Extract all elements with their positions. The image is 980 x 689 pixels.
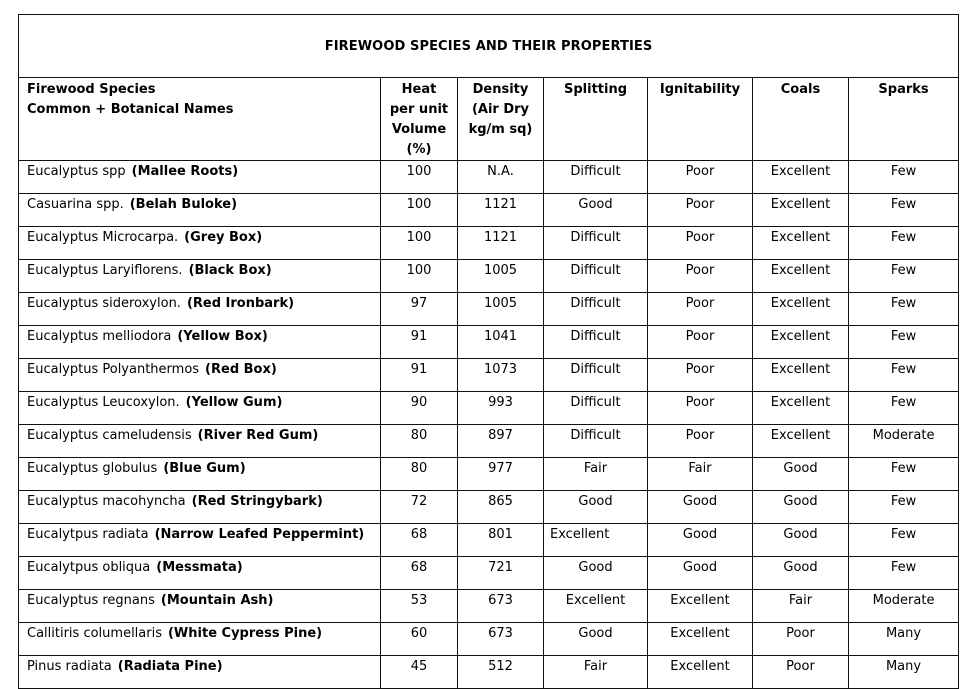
common-name: (Messmata) xyxy=(156,560,243,575)
coals-cell: Poor xyxy=(753,623,849,656)
header-heat xyxy=(381,78,458,161)
density-cell: 673 xyxy=(458,590,544,623)
splitting-cell: Good xyxy=(544,623,648,656)
header-density-line3: kg/m sq) xyxy=(468,122,533,137)
splitting-cell: Difficult xyxy=(544,425,648,458)
ignitability-cell: Poor xyxy=(648,260,753,293)
sparks-cell: Few xyxy=(849,491,959,524)
sparks-cell: Many xyxy=(849,656,959,689)
header-sparks: Sparks xyxy=(849,78,959,161)
splitting-cell: Difficult xyxy=(544,161,648,194)
table-row xyxy=(19,425,959,458)
botanical-name: Eucalyptus spp xyxy=(27,164,126,179)
heat-cell: 100 xyxy=(381,161,458,194)
splitting-cell: Good xyxy=(544,491,648,524)
common-name: (Red Box) xyxy=(205,362,277,377)
sparks-cell: Few xyxy=(849,194,959,227)
common-name: (Black Box) xyxy=(188,263,272,278)
common-name: (Yellow Gum) xyxy=(185,395,283,410)
common-name: (Narrow Leafed Peppermint) xyxy=(154,527,365,542)
ignitability-cell: Poor xyxy=(648,161,753,194)
species-cell xyxy=(19,326,381,359)
sparks-cell: Few xyxy=(849,326,959,359)
coals-cell: Excellent xyxy=(753,326,849,359)
table-row xyxy=(19,293,959,326)
common-name: (Grey Box) xyxy=(184,230,263,245)
density-cell: 1005 xyxy=(458,293,544,326)
botanical-name: Eucalytpus obliqua xyxy=(27,560,151,575)
density-cell: 993 xyxy=(458,392,544,425)
header-density-line2: (Air Dry xyxy=(471,102,530,117)
sparks-cell: Few xyxy=(849,392,959,425)
common-name: (Mountain Ash) xyxy=(160,593,274,608)
table-title: FIREWOOD SPECIES AND THEIR PROPERTIES xyxy=(19,15,959,78)
botanical-name: Eucalyptus cameludensis xyxy=(27,428,192,443)
botanical-name: Eucalyptus regnans xyxy=(27,593,155,608)
sparks-cell: Many xyxy=(849,623,959,656)
heat-cell: 97 xyxy=(381,293,458,326)
header-species-line1: Firewood Species xyxy=(27,82,156,97)
botanical-name: Eucalyptus Laryiflorens. xyxy=(27,263,183,278)
density-cell: 673 xyxy=(458,623,544,656)
ignitability-cell: Good xyxy=(648,491,753,524)
heat-cell: 100 xyxy=(381,194,458,227)
ignitability-cell: Poor xyxy=(648,194,753,227)
density-cell: 1005 xyxy=(458,260,544,293)
coals-cell: Fair xyxy=(753,590,849,623)
splitting-cell: Excellent xyxy=(544,524,648,557)
header-density xyxy=(458,78,544,161)
sparks-cell: Few xyxy=(849,458,959,491)
common-name: (Belah Buloke) xyxy=(129,197,238,212)
heat-cell: 45 xyxy=(381,656,458,689)
botanical-name: Casuarina spp. xyxy=(27,197,124,212)
header-species xyxy=(19,78,381,161)
botanical-name: Eucalyptus globulus xyxy=(27,461,158,476)
ignitability-cell: Excellent xyxy=(648,656,753,689)
sparks-cell: Moderate xyxy=(849,590,959,623)
table-row xyxy=(19,458,959,491)
heat-cell: 60 xyxy=(381,623,458,656)
species-cell xyxy=(19,590,381,623)
sparks-cell: Few xyxy=(849,161,959,194)
coals-cell: Excellent xyxy=(753,161,849,194)
ignitability-cell: Good xyxy=(648,557,753,590)
header-heat-line1: Heat xyxy=(401,82,437,97)
coals-cell: Good xyxy=(753,557,849,590)
density-cell: 801 xyxy=(458,524,544,557)
botanical-name: Eucalyptus Microcarpa. xyxy=(27,230,179,245)
header-row xyxy=(19,78,959,161)
table-row xyxy=(19,590,959,623)
firewood-properties-table xyxy=(18,14,959,689)
heat-cell: 100 xyxy=(381,227,458,260)
density-cell: 865 xyxy=(458,491,544,524)
ignitability-cell: Fair xyxy=(648,458,753,491)
table-row xyxy=(19,194,959,227)
botanical-name: Eucalyptus Polyanthermos xyxy=(27,362,200,377)
ignitability-cell: Poor xyxy=(648,293,753,326)
botanical-name: Eucalyptus sideroxylon. xyxy=(27,296,181,311)
density-cell: 1041 xyxy=(458,326,544,359)
species-cell xyxy=(19,194,381,227)
heat-cell: 53 xyxy=(381,590,458,623)
heat-cell: 68 xyxy=(381,524,458,557)
common-name: (Radiata Pine) xyxy=(117,659,223,674)
header-heat-line4: (%) xyxy=(406,142,432,157)
splitting-cell: Difficult xyxy=(544,293,648,326)
density-cell: N.A. xyxy=(458,161,544,194)
heat-cell: 80 xyxy=(381,458,458,491)
species-cell xyxy=(19,260,381,293)
ignitability-cell: Good xyxy=(648,524,753,557)
species-cell xyxy=(19,392,381,425)
ignitability-cell: Poor xyxy=(648,359,753,392)
common-name: (Mallee Roots) xyxy=(131,164,239,179)
coals-cell: Poor xyxy=(753,656,849,689)
species-cell xyxy=(19,227,381,260)
heat-cell: 91 xyxy=(381,359,458,392)
sparks-cell: Moderate xyxy=(849,425,959,458)
density-cell: 721 xyxy=(458,557,544,590)
sparks-cell: Few xyxy=(849,359,959,392)
botanical-name: Eucalyptus Leucoxylon. xyxy=(27,395,180,410)
heat-cell: 68 xyxy=(381,557,458,590)
splitting-cell: Fair xyxy=(544,656,648,689)
coals-cell: Excellent xyxy=(753,392,849,425)
table-row xyxy=(19,227,959,260)
heat-cell: 80 xyxy=(381,425,458,458)
table-row xyxy=(19,326,959,359)
sparks-cell: Few xyxy=(849,227,959,260)
coals-cell: Excellent xyxy=(753,425,849,458)
header-ignitability: Ignitability xyxy=(648,78,753,161)
coals-cell: Excellent xyxy=(753,227,849,260)
density-cell: 897 xyxy=(458,425,544,458)
splitting-cell: Difficult xyxy=(544,260,648,293)
heat-cell: 91 xyxy=(381,326,458,359)
botanical-name: Pinus radiata xyxy=(27,659,112,674)
splitting-cell: Difficult xyxy=(544,392,648,425)
coals-cell: Excellent xyxy=(753,293,849,326)
coals-cell: Excellent xyxy=(753,260,849,293)
species-cell xyxy=(19,161,381,194)
species-cell xyxy=(19,491,381,524)
common-name: (Blue Gum) xyxy=(163,461,246,476)
splitting-cell: Excellent xyxy=(544,590,648,623)
species-cell xyxy=(19,458,381,491)
species-cell xyxy=(19,656,381,689)
ignitability-cell: Poor xyxy=(648,392,753,425)
botanical-name: Callitiris columellaris xyxy=(27,626,162,641)
ignitability-cell: Poor xyxy=(648,227,753,260)
density-cell: 1121 xyxy=(458,194,544,227)
coals-cell: Good xyxy=(753,524,849,557)
splitting-cell: Fair xyxy=(544,458,648,491)
heat-cell: 90 xyxy=(381,392,458,425)
splitting-cell: Good xyxy=(544,194,648,227)
botanical-name: Eucalyptus melliodora xyxy=(27,329,172,344)
common-name: (Red Stringybark) xyxy=(191,494,323,509)
table-row xyxy=(19,623,959,656)
table-row xyxy=(19,260,959,293)
header-species-line2: Common + Botanical Names xyxy=(27,102,234,117)
species-cell xyxy=(19,524,381,557)
species-cell xyxy=(19,293,381,326)
header-density-line1: Density xyxy=(472,82,529,97)
species-cell xyxy=(19,359,381,392)
coals-cell: Good xyxy=(753,491,849,524)
header-coals: Coals xyxy=(753,78,849,161)
coals-cell: Good xyxy=(753,458,849,491)
heat-cell: 72 xyxy=(381,491,458,524)
botanical-name: Eucalytpus radiata xyxy=(27,527,149,542)
density-cell: 512 xyxy=(458,656,544,689)
table-row xyxy=(19,557,959,590)
table-row xyxy=(19,392,959,425)
coals-cell: Excellent xyxy=(753,194,849,227)
species-cell xyxy=(19,623,381,656)
common-name: (Yellow Box) xyxy=(177,329,268,344)
common-name: (White Cypress Pine) xyxy=(167,626,323,641)
density-cell: 977 xyxy=(458,458,544,491)
title-row xyxy=(19,15,959,78)
species-cell xyxy=(19,557,381,590)
common-name: (River Red Gum) xyxy=(197,428,319,443)
sparks-cell: Few xyxy=(849,293,959,326)
header-heat-line2: per unit xyxy=(389,102,449,117)
splitting-cell: Good xyxy=(544,557,648,590)
header-splitting: Splitting xyxy=(544,78,648,161)
splitting-cell: Difficult xyxy=(544,326,648,359)
density-cell: 1073 xyxy=(458,359,544,392)
header-heat-line3: Volume xyxy=(391,122,447,137)
splitting-cell: Difficult xyxy=(544,227,648,260)
table-row xyxy=(19,491,959,524)
density-cell: 1121 xyxy=(458,227,544,260)
ignitability-cell: Poor xyxy=(648,425,753,458)
ignitability-cell: Excellent xyxy=(648,590,753,623)
table-row xyxy=(19,656,959,689)
ignitability-cell: Poor xyxy=(648,326,753,359)
ignitability-cell: Excellent xyxy=(648,623,753,656)
splitting-cell: Difficult xyxy=(544,359,648,392)
table-row xyxy=(19,524,959,557)
heat-cell: 100 xyxy=(381,260,458,293)
coals-cell: Excellent xyxy=(753,359,849,392)
sparks-cell: Few xyxy=(849,524,959,557)
table-row xyxy=(19,161,959,194)
botanical-name: Eucalyptus macohyncha xyxy=(27,494,186,509)
species-cell xyxy=(19,425,381,458)
table-row xyxy=(19,359,959,392)
common-name: (Red Ironbark) xyxy=(186,296,295,311)
sparks-cell: Few xyxy=(849,557,959,590)
sparks-cell: Few xyxy=(849,260,959,293)
